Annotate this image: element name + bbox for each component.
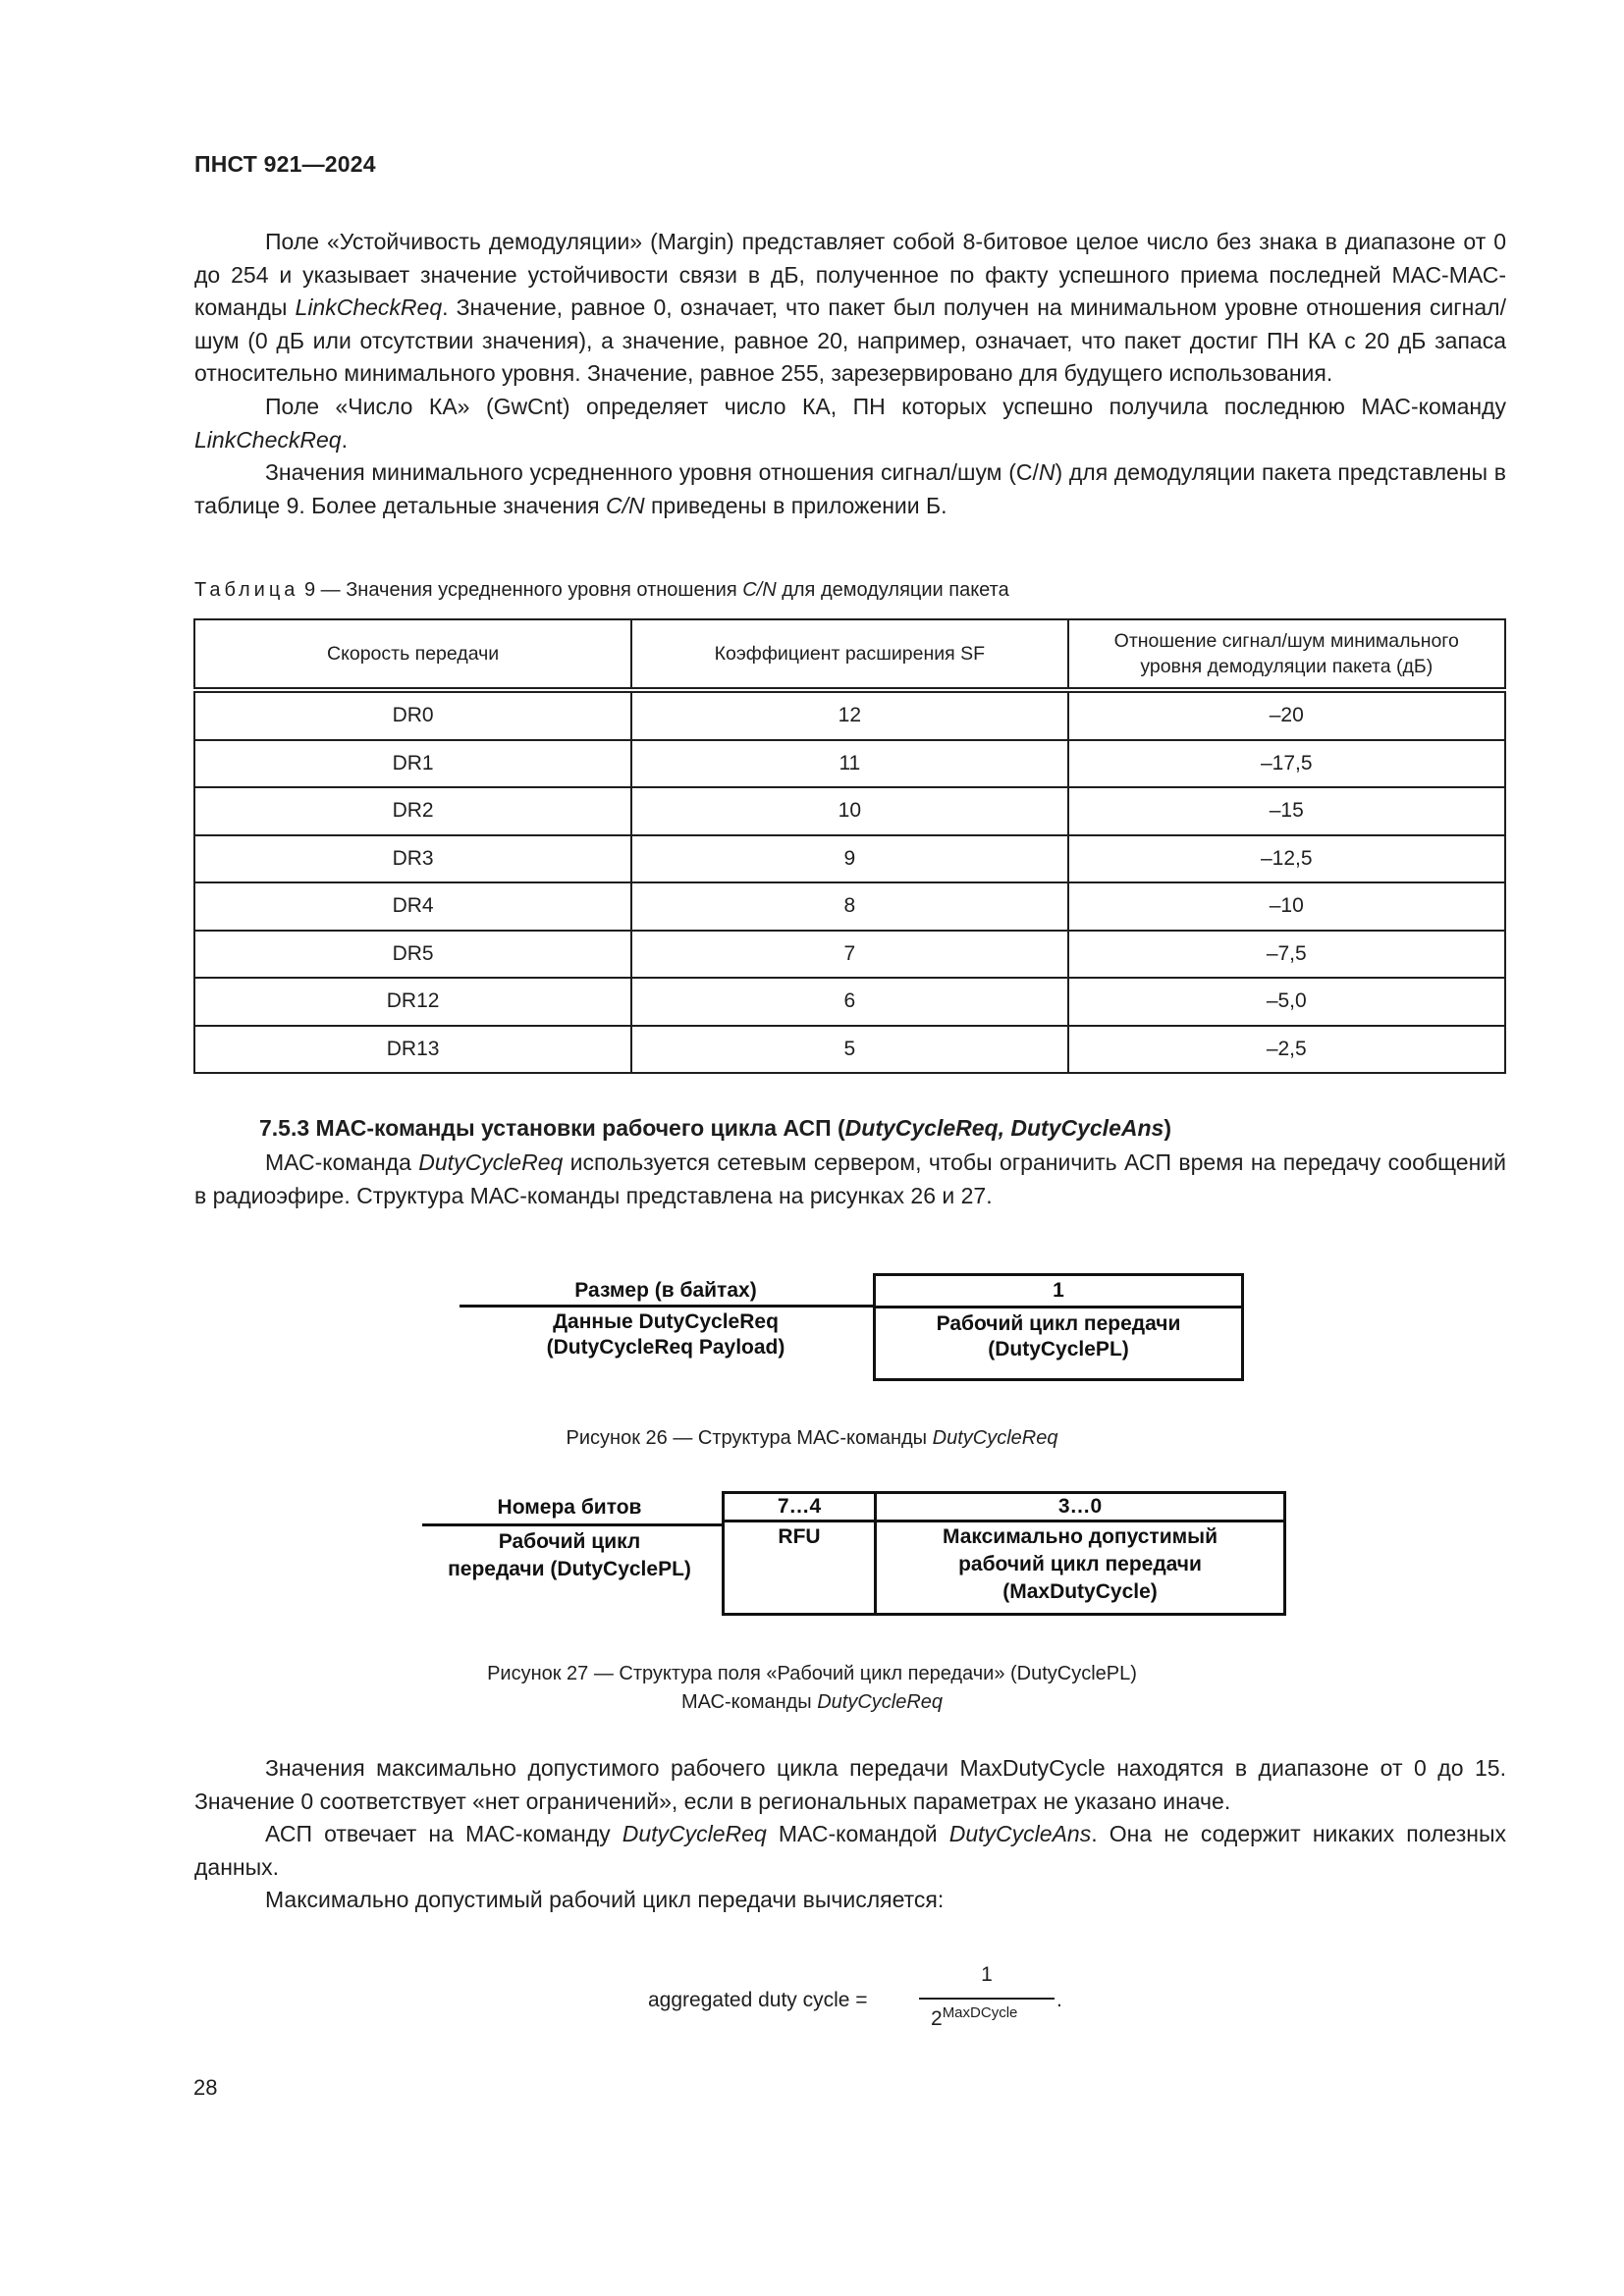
table-row: DR2 10 –15 — [194, 787, 1505, 835]
formula-period: . — [1056, 1989, 1062, 2011]
col-header-snr: Отношение сигнал/шум минимального уровня демодуляции пакета (дБ) — [1068, 619, 1506, 690]
fig27-rfu-column: 7…4 RFU — [725, 1494, 877, 1613]
fig27-maxdutycycle-column: 3…0 Максимально допустимый рабочий цикл передачи (MaxDutyCycle) — [877, 1494, 1283, 1613]
formula-denominator: $2^{MaxDCycle}$ — [931, 2004, 1018, 2030]
table-row: DR0 12 –20 — [194, 690, 1505, 740]
table-cn-values — [193, 618, 1506, 1074]
table-caption: Таблица 9 — Значения усредненного уровня отношения C/N для демодуляции пакета — [194, 579, 1009, 601]
paragraph-calc-intro: Максимально допустимый рабочий цикл передачи вычисляется: — [265, 1887, 945, 1913]
formula-lhs: aggregated duty cycle = — [648, 1989, 868, 2011]
paragraph-cn-values: Значения минимального усредненного уровня отношения сигнал/шум (C/N) для демодуляции пакета представлены в таблице 9. Более детальные значения C/N приведены в приложении Б. — [194, 459, 1507, 518]
paragraph-margin: Поле «Устойчивость демодуляции» (Margin) представляет собой 8-битовое целое число без знака в диапазоне от 0 до 254 и указывает значение устойчивости связи в дБ, полученное по факту успешного приема последней МАС-МАС-команды LinkCheckReq. Значение, равное 0, означает, что пакет был получен на минимальном уровне отношения сигнал/шум (0 дБ или отсутствии значения), а значение, равное 20, например, означает, что пакет достиг ПН КА с 20 дБ запаса относительно минимального уровня. Значение, равное 255, зарезервировано для будущего использования. — [194, 229, 1506, 387]
paragraph-dutycyclereq: МАС-команда DutyCycleReq используется сетевым сервером, чтобы ограничить АСП время на передачу сообщений в радиоэфире. Структура МАС-команды представлена на рисунках 26 и 27. — [194, 1149, 1506, 1208]
fig26-size-value: 1 — [876, 1276, 1241, 1308]
page-number: 28 — [193, 2075, 218, 2100]
paragraph-range: Значения максимально допустимого рабочего цикла передачи MaxDutyCycle находятся в диапазоне от 0 до 15. Значение 0 соответствует «нет ограничений», если в региональных параметрах не указано иначе. — [194, 1755, 1506, 1814]
col-header-rate: Скорость передачи — [194, 619, 631, 690]
paragraph-dutycycleans: АСП отвечает на МАС-команду DutyCycleReq МАС-командой DutyCycleAns. Она не содержит никаких полезных данных. — [194, 1821, 1506, 1880]
col-header-sf: Коэффициент расширения SF — [631, 619, 1067, 690]
table-row: DR3 9 –12,5 — [194, 835, 1505, 883]
table-row: DR12 6 –5,0 — [194, 978, 1505, 1026]
table-row: DR13 5 –2,5 — [194, 1026, 1505, 1074]
fig26-payload-label: Данные DutyCycleReq (DutyCycleReq Payload) — [546, 1310, 785, 1359]
formula-numerator: 1 — [981, 1963, 993, 1986]
table-row: DR4 8 –10 — [194, 882, 1505, 931]
fig27-field-label: Рабочий цикл передачи (DutyCyclePL) — [448, 1530, 691, 1580]
document-header: ПНСТ 921—2024 — [194, 151, 376, 177]
table-row: DR5 7 –7,5 — [194, 931, 1505, 979]
table-header-row — [194, 619, 1505, 690]
fig27-bits-label: Номера битов — [497, 1496, 642, 1519]
fig26-divider-line — [460, 1305, 875, 1308]
fig27-structure-box — [722, 1491, 1286, 1616]
fig26-size-label: Размер (в байтах) — [574, 1279, 757, 1302]
fig26-field: Рабочий цикл передачи (DutyCyclePL) — [936, 1312, 1181, 1361]
formula-fraction-bar — [919, 1998, 1055, 2000]
fig26-structure-box — [873, 1273, 1244, 1381]
table-row: DR1 11 –17,5 — [194, 740, 1505, 788]
fig27-divider-line — [422, 1523, 725, 1526]
section-heading: 7.5.3 МАС-команды установки рабочего цикла АСП (DutyCycleReq, DutyCycleAns) — [259, 1115, 1171, 1141]
fig26-caption: Рисунок 26 — Структура МАС-команды DutyCycleReq — [566, 1427, 1058, 1449]
fig27-caption: Рисунок 27 — Структура поля «Рабочий цикл передачи» (DutyCyclePL) МАС-команды DutyCycleReq — [487, 1663, 1137, 1713]
paragraph-gwcnt: Поле «Число КА» (GwCnt) определяет число КА, ПН которых успешно получила последнюю МАС-команду LinkCheckReq. — [194, 393, 1506, 453]
section-text — [194, 1147, 1506, 1212]
closing-text — [194, 1752, 1506, 1917]
intro-text — [194, 226, 1506, 522]
